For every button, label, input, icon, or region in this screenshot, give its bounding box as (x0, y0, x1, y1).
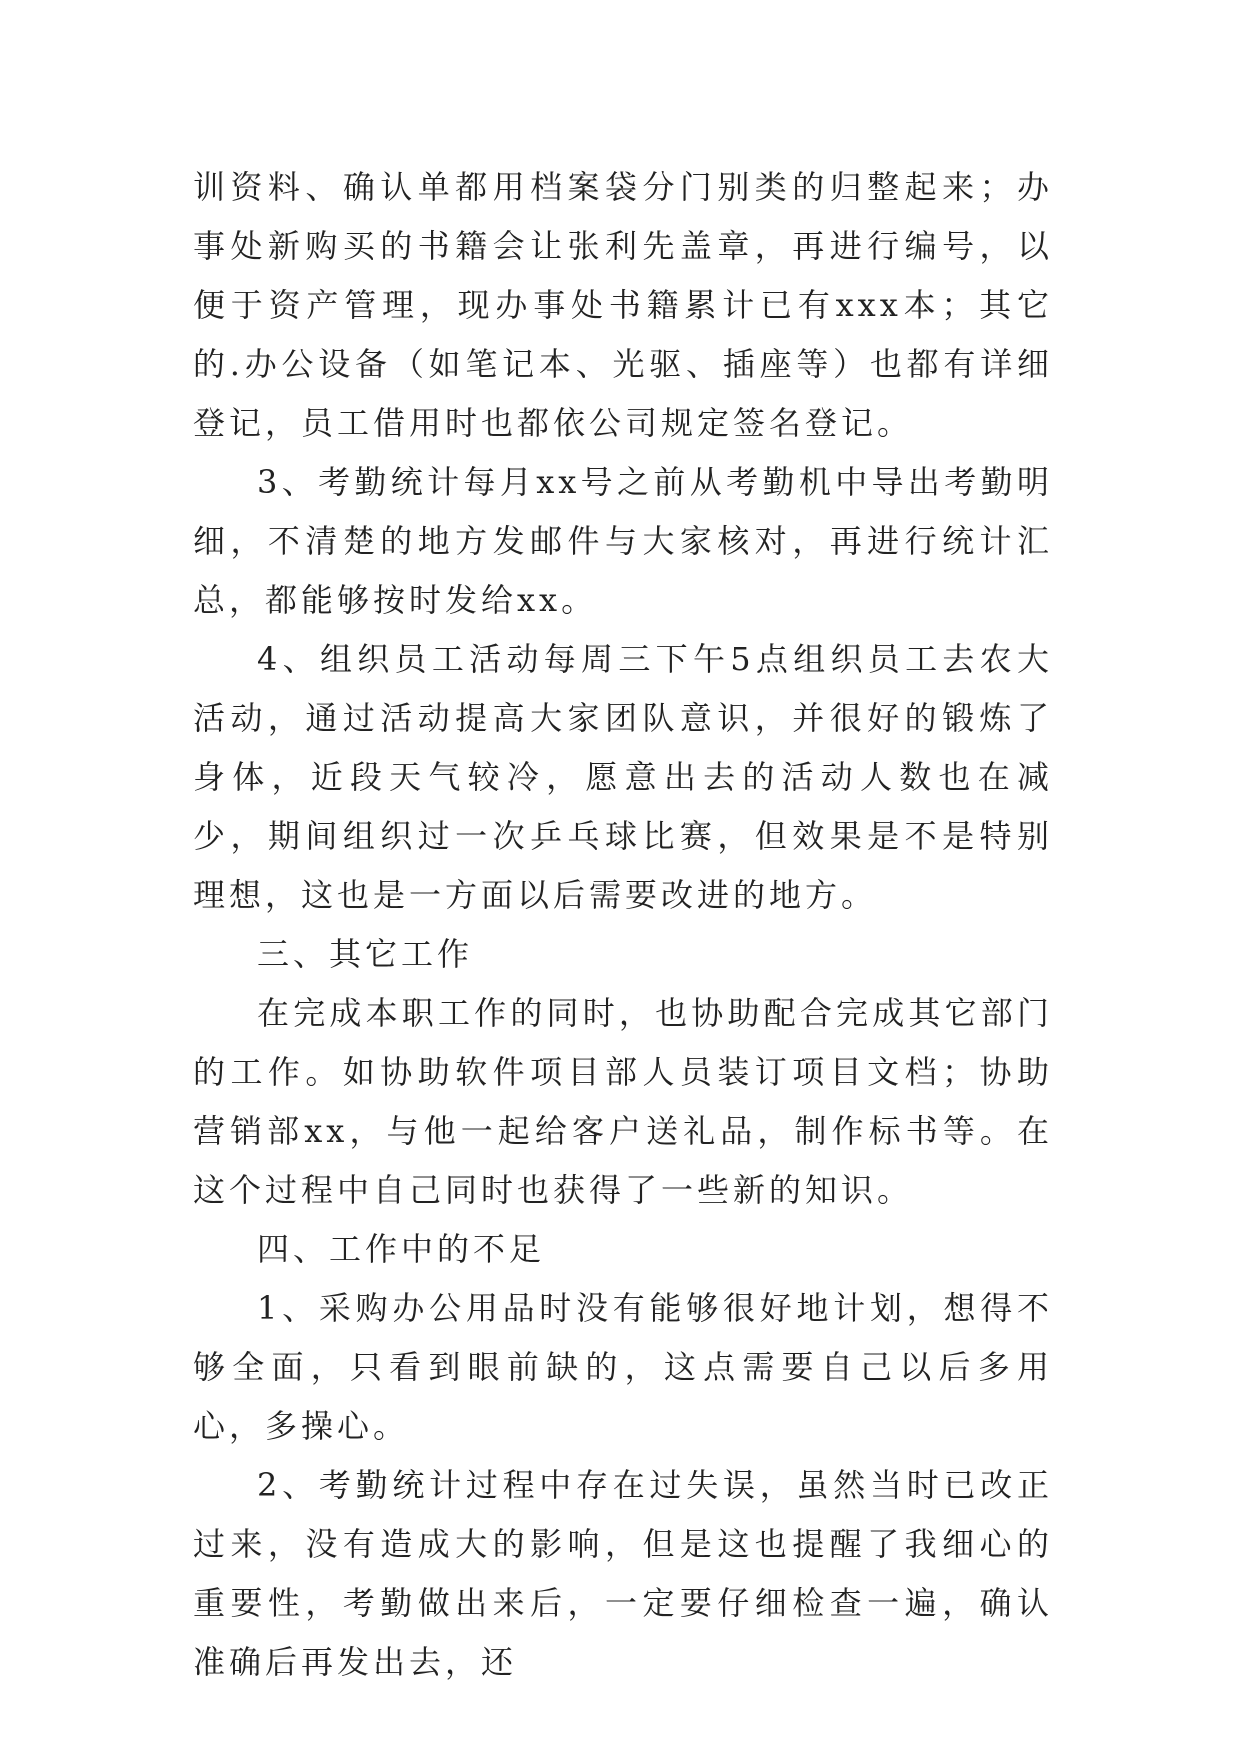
section-heading: 三、其它工作 (257, 935, 474, 973)
paragraph: 在完成本职工作的同时，也协助配合完成其它部门的工作。如协助软件项目部人员装订项目文档；协助营销部xx，与他一起给客户送礼品，制作标书等。在这个过程中自己同时也获得了一些新的知识。 (193, 994, 1053, 1209)
paragraph: 4、组织员工活动每周三下午5点组织员工去农大活动，通过活动提高大家团队意识，并很好的锻炼了身体，近段天气较冷，愿意出去的活动人数也在减少，期间组织过一次乒乓球比赛，但效果是不是特别理想，这也是一方面以后需要改进的地方。 (193, 640, 1053, 914)
paragraph: 3、考勤统计每月xx号之前从考勤机中导出考勤明细，不清楚的地方发邮件与大家核对，再进行统计汇总，都能够按时发给xx。 (193, 463, 1053, 619)
section-heading: 四、工作中的不足 (257, 1230, 546, 1268)
document-page (193, 158, 1053, 1692)
paragraph: 训资料、确认单都用档案袋分门别类的归整起来；办事处新购买的书籍会让张利先盖章，再进行编号，以便于资产管理，现办事处书籍累计已有xxx本；其它的.办公设备（如笔记本、光驱、插座等）也都有详细登记，员工借用时也都依公司规定签名登记。 (193, 168, 1053, 442)
paragraph: 1、采购办公用品时没有能够很好地计划，想得不够全面，只看到眼前缺的，这点需要自己以后多用心，多操心。 (193, 1289, 1053, 1445)
paragraph: 2、考勤统计过程中存在过失误，虽然当时已改正过来，没有造成大的影响，但是这也提醒了我细心的重要性，考勤做出来后，一定要仔细检查一遍，确认准确后再发出去，还 (193, 1466, 1053, 1681)
